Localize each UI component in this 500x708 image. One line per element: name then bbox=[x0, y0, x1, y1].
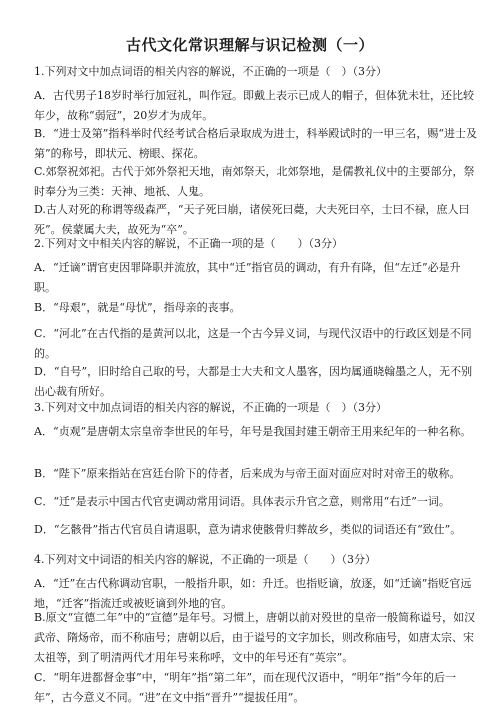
question-2-option-d: D．“自号”，旧时给自己取的号，大都是士大夫和文人墨客，因均属通晓翰墨之人，无不别出心裁有所好。 bbox=[34, 365, 473, 398]
question-3-option-b: B．“陛下”原来指站在宫廷台阶下的侍者，后来成为与帝王面对面应对时对帝王的敬称。 bbox=[34, 467, 461, 480]
question-4-option-b: B.原文“宣德二年”中的“宣德”是年号。习惯上，唐朝以前对殁世的皇帝一般简称谥号，如汉武帝、隋炀帝，而不称庙号；唐朝以后，由于谥号的文字加长，则改称庙号，如唐太宗、宋太祖等，到了明清两代才用年号来称呼，文中的年号还有“英宗”。 bbox=[34, 611, 476, 664]
question-1-option-c: C.郊祭祝郊祀。古代于郊外祭祀天地，南郊祭天，北郊祭地，是儒教礼仪中的主要部分，祭时奉分为三类：天神、地祇、人鬼。 bbox=[34, 165, 475, 198]
question-2-option-a: A．“迁谪”谓官吏因罪降职并流放，其中“迁”指官员的调动，有升有降，但“左迁”必是升职。 bbox=[34, 261, 461, 294]
question-4-option-c: C．“明年进都督金事”中，“明年”指“第二年”，而在现代汉语中，“明年”指“今年的后一年”，古今意义不同。“进”在文中指“晋升”“提拔任用”。 bbox=[34, 671, 457, 704]
question-4-stem: 4.下列对文中词语的相关内容的解说，不正确的一项是（ ）（3分） bbox=[34, 553, 376, 566]
question-2-option-c: C．“河北”在古代指的是黄河以北，这是一个古今异义词，与现代汉语中的行政区划是不同的。 bbox=[34, 327, 472, 360]
question-3-option-c: C．“迁”是表示中国古代官吏调动常用词语。具体表示升官之意，则常用“右迁”一词。 bbox=[34, 495, 450, 508]
question-3-option-a: A．“贞观”是唐朝太宗皇帝李世民的年号，年号是我国封建王朝帝王用来纪年的一种名称。 bbox=[34, 425, 472, 438]
question-2-stem: 2.下列对文中相关内容的解说，不正确一项的是（ ）（3分） bbox=[34, 237, 343, 250]
question-4-option-a: A．“迁”在古代称调动官职，一般指升职，如：升迁。也指贬谪，放逐，如“迁谪”指贬官远地，“迁客”指流迁或被贬谪到外地的官。 bbox=[34, 577, 472, 610]
page-title: 古代文化常识理解与识记检测（一） bbox=[125, 36, 374, 54]
question-1-option-a: A．古代男子18岁时举行加冠礼，叫作冠。即戴上表示已成人的帽子，但体犹未壮，还比较年少，故称“弱冠”，20岁才为成年。 bbox=[34, 89, 474, 122]
question-1-option-b: B．“进士及第”指科举时代经考试合格后录取成为进士，科举殿试时的一甲三名，赐“进士及第”的称号，即状元、榜眼、探花。 bbox=[34, 127, 477, 160]
question-3-option-d: D．“乞骸骨”指古代官员自请退职，意为请求使骸骨归葬故乡，类似的词语还有“致仕”。 bbox=[34, 523, 462, 536]
question-3-stem: 3.下列对文中加点词语的相关内容的解说，不正确的一项是（ ）（3分） bbox=[34, 401, 387, 414]
question-1-stem: 1.下列对文中加点词语的相关内容的解说，不正确的一项是（ ）（3分） bbox=[34, 65, 387, 78]
question-2-option-b: B．“母艰”，就是“母忧”，指母亲的丧事。 bbox=[34, 301, 241, 314]
question-1-option-d: D.古人对死的称谓等级森严，“天子死曰崩，诸侯死曰薨，大夫死曰卒，士曰不禄，庶人曰死”。侯蒙属大夫，故死为“卒”。 bbox=[34, 203, 470, 236]
